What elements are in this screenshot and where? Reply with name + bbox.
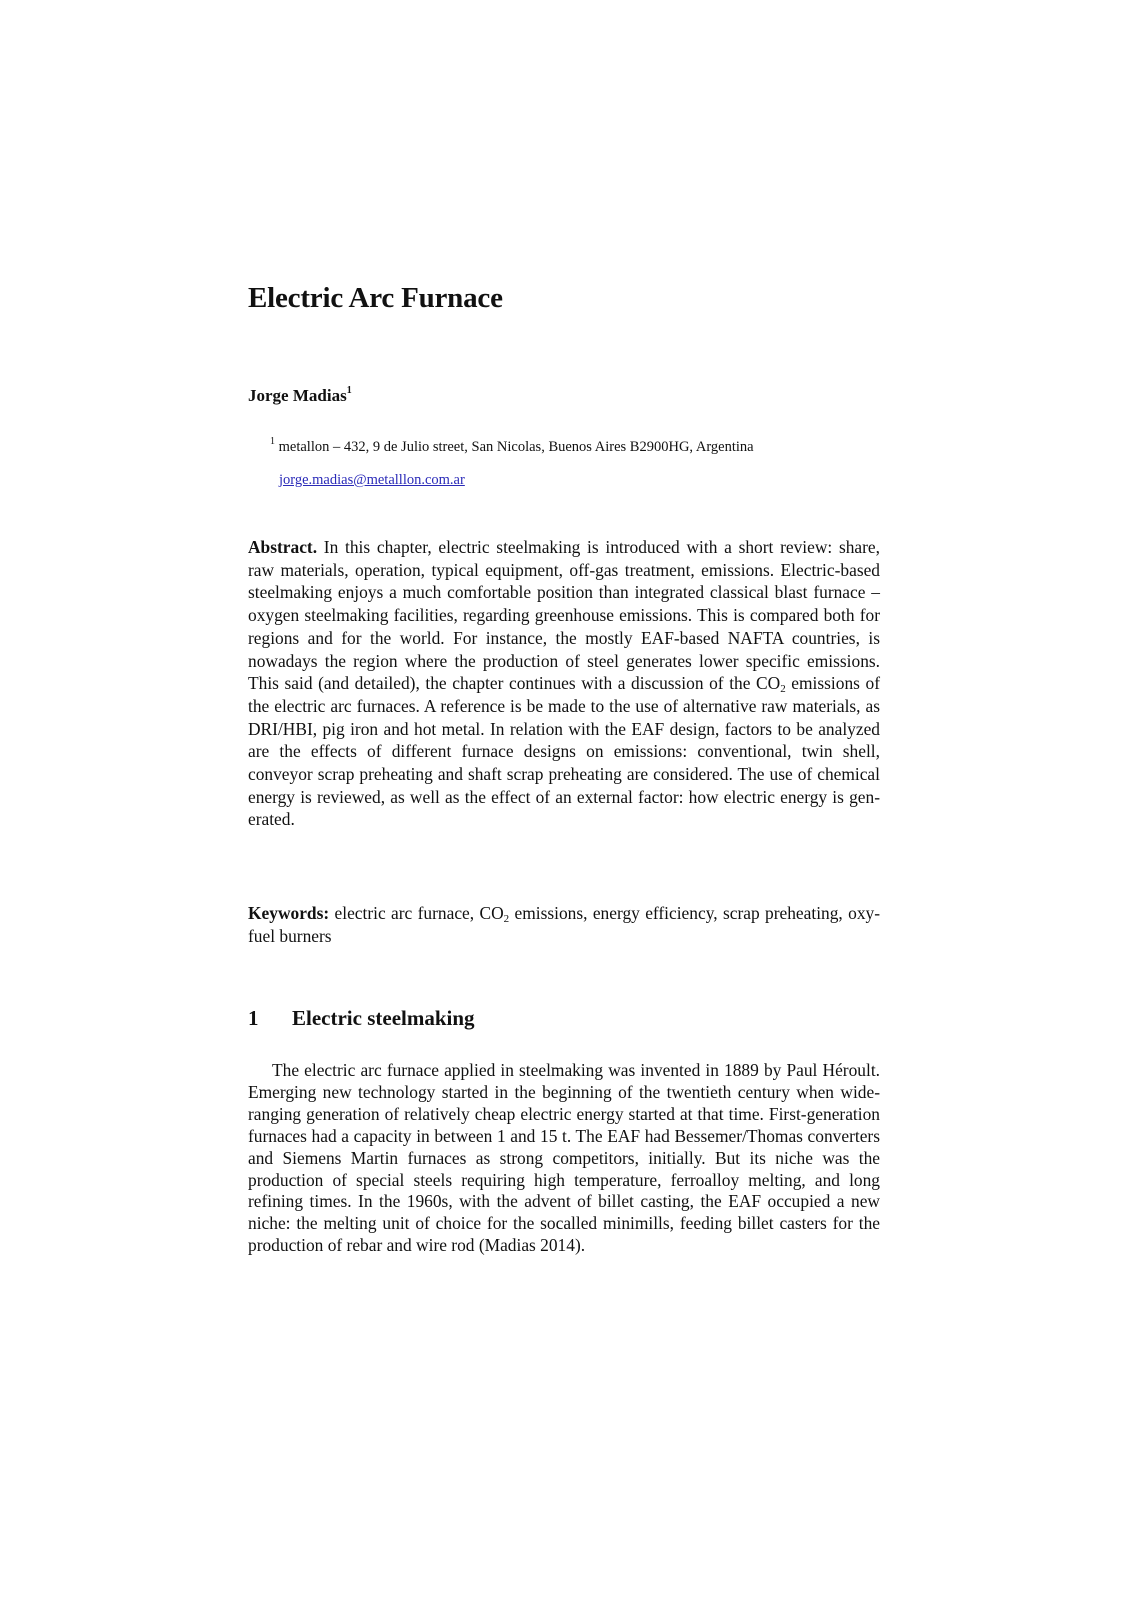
author-email-link[interactable]: jorge.madias@metalllon.com.ar bbox=[279, 472, 465, 488]
keywords-label: Keywords: bbox=[248, 903, 330, 923]
section-paragraph: The electric arc furnace applied in steelmaking was invented in 1889 by Paul Héroult. Emerging new technology started in the beginning of the twentieth century when wide-ranging generation of relatively cheap electric energy started at that time. First-generation furnaces had a capacity in between 1 and 15 t. The EAF had Bessemer/Thomas converters and Siemens Martin furnaces as strong competitors, initially. But its niche was the production of special steels requiring high temperature, ferroalloy melting, and long refining times. In the 1960s, with the advent of billet casting, the EAF occupied a new niche: the melting unit of choice for the socalled minimills, feeding billet casters for the production of rebar and wire rod (Madias 2014). bbox=[248, 1060, 880, 1256]
author-line bbox=[248, 386, 352, 406]
keywords-text-part-1: electric arc furnace, bbox=[329, 903, 480, 923]
section-heading bbox=[248, 1005, 475, 1031]
affiliation-text: metallon – 432, 9 de Julio street, San Nicolas, Buenos Aires B2900HG, Argentina bbox=[278, 439, 754, 455]
abstract-co2-subscript: 2 bbox=[780, 683, 786, 696]
keywords-co2-subscript: 2 bbox=[503, 913, 510, 925]
abstract-text-part-2: emissions of the electric arc furnaces. A reference is be made to the use of alternative raw materials, as DRI/HBI, pig iron and hot metal. In relation with the EAF design, factors to be analyzed are the effects of different furnace designs on emissions: conventional, twin shell, conveyor scrap preheating and shaft scrap preheating are considered. The use of chemical energy is reviewed, as well as the effect of an external factor: how electric energy is generated. bbox=[248, 673, 880, 830]
keywords bbox=[248, 902, 880, 947]
author-affiliation-marker: 1 bbox=[346, 385, 352, 397]
abstract-label: Abstract. bbox=[248, 537, 318, 557]
keywords-text-part-2: emissions, energy efficiency, scrap preheating, oxy-fuel burners bbox=[248, 903, 881, 946]
abstract-text-part-1: In this chapter, electric steelmaking is introduced with a short review: share, raw materials, operation, typical equipment, off-gas treatment, emissions. Electric-based steelmaking enjoys a much comfortable position than integrated classical blast furnace – oxygen steelmaking facilities, regarding greenhouse emissions. This is compared both for regions and for the world. For instance, the mostly EAF-based NAFTA countries, is nowadays the region where the production of steel generates lower specific emissions. This said (and detailed), the chapter continues with a discussion of the bbox=[248, 537, 880, 694]
affiliation bbox=[270, 438, 754, 456]
affiliation-marker: 1 bbox=[270, 436, 275, 448]
section-title: Electric steelmaking bbox=[292, 1006, 475, 1030]
abstract-co2 bbox=[756, 673, 786, 696]
author-name: Jorge Madias bbox=[248, 386, 347, 405]
abstract bbox=[248, 536, 880, 831]
abstract-co2-base: CO bbox=[756, 673, 781, 694]
keywords-co2 bbox=[479, 903, 509, 923]
keywords-co2-base: CO bbox=[479, 903, 504, 923]
paper-title: Electric Arc Furnace bbox=[248, 282, 503, 314]
section-number: 1 bbox=[248, 1006, 259, 1030]
